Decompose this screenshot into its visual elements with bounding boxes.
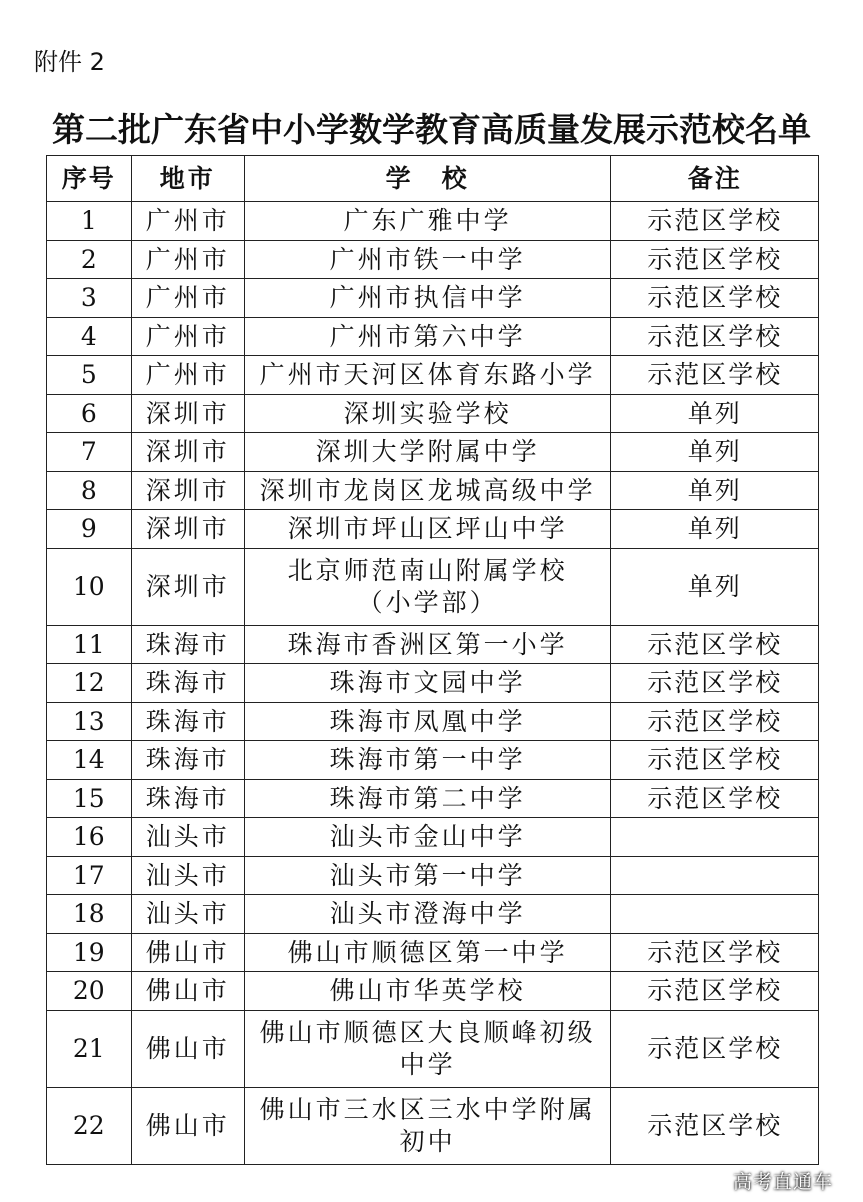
row-school: 汕头市金山中学: [244, 818, 611, 857]
table-row: [47, 818, 819, 857]
row-city: 广州市: [131, 356, 244, 395]
row-index: 1: [47, 202, 132, 241]
table-row: [47, 510, 819, 549]
row-school: 珠海市香洲区第一小学: [244, 625, 611, 664]
row-note: 示范区学校: [611, 202, 819, 241]
attachment-label: 附件 2: [34, 48, 105, 76]
row-index: 7: [47, 433, 132, 472]
row-city: 佛山市: [131, 1010, 244, 1087]
row-index: 20: [47, 972, 132, 1011]
row-city: 珠海市: [131, 779, 244, 818]
row-school: 广东广雅中学: [244, 202, 611, 241]
row-city: 佛山市: [131, 972, 244, 1011]
row-school: 珠海市凤凰中学: [244, 702, 611, 741]
row-city: 广州市: [131, 202, 244, 241]
row-note: 示范区学校: [611, 741, 819, 780]
row-school: 广州市铁一中学: [244, 240, 611, 279]
row-note: 示范区学校: [611, 240, 819, 279]
row-index: 19: [47, 933, 132, 972]
row-city: 深圳市: [131, 471, 244, 510]
row-city: 珠海市: [131, 664, 244, 703]
row-index: 16: [47, 818, 132, 857]
row-school: 广州市天河区体育东路小学: [244, 356, 611, 395]
row-index: 14: [47, 741, 132, 780]
table-row: [47, 972, 819, 1011]
row-index: 11: [47, 625, 132, 664]
row-note: 示范区学校: [611, 933, 819, 972]
row-school: 佛山市顺德区大良顺峰初级 中学: [244, 1010, 611, 1087]
row-note: 示范区学校: [611, 625, 819, 664]
row-note: 示范区学校: [611, 356, 819, 395]
row-index: 22: [47, 1087, 132, 1164]
table-row: [47, 548, 819, 625]
table-row: [47, 625, 819, 664]
row-index: 4: [47, 317, 132, 356]
row-school: 汕头市澄海中学: [244, 895, 611, 934]
row-school: 珠海市文园中学: [244, 664, 611, 703]
table-row: [47, 895, 819, 934]
row-index: 12: [47, 664, 132, 703]
header-index: 序号: [47, 156, 132, 202]
table-row: [47, 1010, 819, 1087]
row-school: 深圳市坪山区坪山中学: [244, 510, 611, 549]
row-note: 示范区学校: [611, 702, 819, 741]
row-city: 深圳市: [131, 548, 244, 625]
table-row: [47, 240, 819, 279]
table-row: [47, 394, 819, 433]
row-school: 珠海市第一中学: [244, 741, 611, 780]
row-note: 单列: [611, 548, 819, 625]
row-city: 深圳市: [131, 510, 244, 549]
table-row: [47, 741, 819, 780]
row-school: 深圳实验学校: [244, 394, 611, 433]
row-index: 3: [47, 279, 132, 318]
row-note: [611, 818, 819, 857]
row-index: 21: [47, 1010, 132, 1087]
row-city: 广州市: [131, 240, 244, 279]
row-index: 18: [47, 895, 132, 934]
table-row: [47, 933, 819, 972]
row-school: 广州市第六中学: [244, 317, 611, 356]
row-index: 13: [47, 702, 132, 741]
row-note: [611, 895, 819, 934]
row-note: 示范区学校: [611, 1010, 819, 1087]
row-city: 汕头市: [131, 818, 244, 857]
row-city: 珠海市: [131, 702, 244, 741]
school-list-table: [46, 155, 819, 1165]
row-city: 珠海市: [131, 625, 244, 664]
row-index: 8: [47, 471, 132, 510]
row-school: 汕头市第一中学: [244, 856, 611, 895]
row-city: 珠海市: [131, 741, 244, 780]
row-city: 汕头市: [131, 895, 244, 934]
row-city: 广州市: [131, 279, 244, 318]
table-row: [47, 433, 819, 472]
table-row: [47, 471, 819, 510]
row-note: [611, 856, 819, 895]
table-body: [47, 202, 819, 1165]
row-school: 北京师范南山附属学校 （小学部）: [244, 548, 611, 625]
row-note: 单列: [611, 471, 819, 510]
row-note: 单列: [611, 394, 819, 433]
row-city: 佛山市: [131, 933, 244, 972]
row-index: 15: [47, 779, 132, 818]
row-city: 佛山市: [131, 1087, 244, 1164]
row-school: 深圳市龙岗区龙城高级中学: [244, 471, 611, 510]
row-index: 9: [47, 510, 132, 549]
row-school: 佛山市三水区三水中学附属 初中: [244, 1087, 611, 1164]
table-row: [47, 664, 819, 703]
row-city: 广州市: [131, 317, 244, 356]
row-index: 6: [47, 394, 132, 433]
table-header-row: [47, 156, 819, 202]
row-city: 深圳市: [131, 433, 244, 472]
row-index: 17: [47, 856, 132, 895]
document-title: 第二批广东省中小学数学教育高质量发展示范校名单: [52, 110, 811, 149]
row-note: 示范区学校: [611, 664, 819, 703]
row-index: 2: [47, 240, 132, 279]
watermark: 高考直通车: [732, 1171, 833, 1193]
table-row: [47, 702, 819, 741]
header-city: 地市: [131, 156, 244, 202]
row-school: 佛山市顺德区第一中学: [244, 933, 611, 972]
table-row: [47, 856, 819, 895]
table-row: [47, 1087, 819, 1164]
row-index: 5: [47, 356, 132, 395]
row-note: 示范区学校: [611, 279, 819, 318]
row-city: 汕头市: [131, 856, 244, 895]
row-index: 10: [47, 548, 132, 625]
row-school: 佛山市华英学校: [244, 972, 611, 1011]
header-note: 备注: [611, 156, 819, 202]
row-note: 单列: [611, 433, 819, 472]
table-row: [47, 779, 819, 818]
row-note: 示范区学校: [611, 1087, 819, 1164]
table-row: [47, 356, 819, 395]
row-note: 示范区学校: [611, 972, 819, 1011]
row-school: 广州市执信中学: [244, 279, 611, 318]
row-city: 深圳市: [131, 394, 244, 433]
row-school: 深圳大学附属中学: [244, 433, 611, 472]
header-school: 学 校: [244, 156, 611, 202]
row-note: 示范区学校: [611, 317, 819, 356]
row-note: 单列: [611, 510, 819, 549]
table-row: [47, 279, 819, 318]
row-note: 示范区学校: [611, 779, 819, 818]
row-school: 珠海市第二中学: [244, 779, 611, 818]
table-row: [47, 202, 819, 241]
table-row: [47, 317, 819, 356]
